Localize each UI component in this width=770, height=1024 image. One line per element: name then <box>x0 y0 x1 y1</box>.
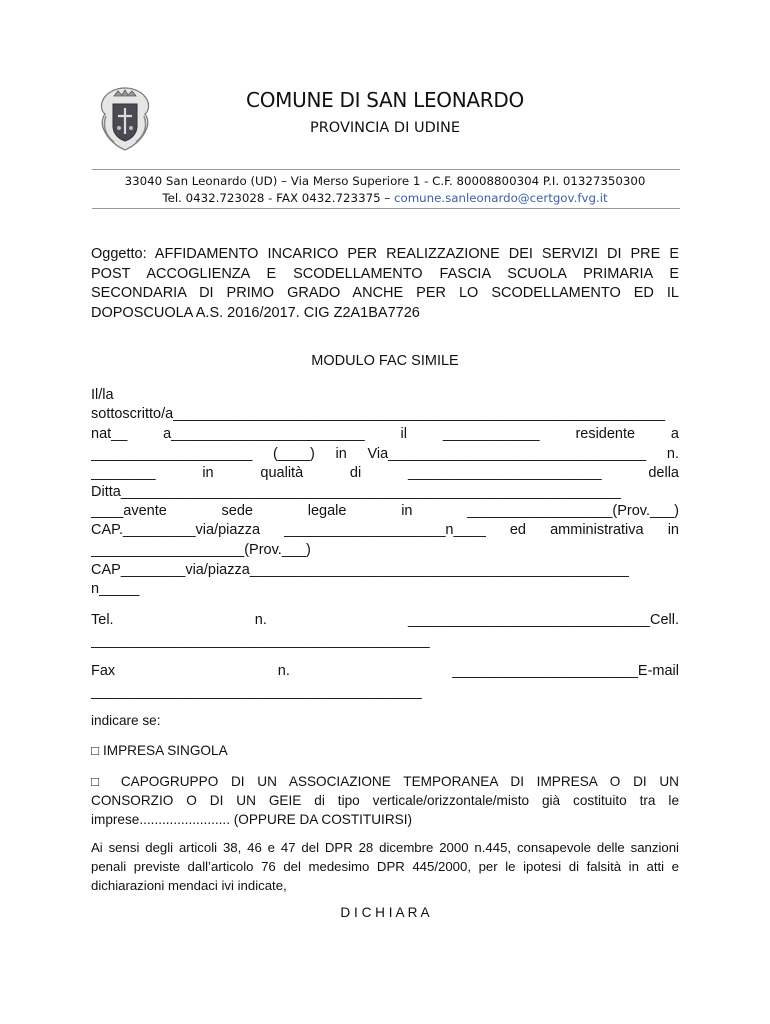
form-line[interactable]: Ditta______________________________________________________________ <box>91 484 621 500</box>
address-line: 33040 San Leonardo (UD) – Via Merso Superiore 1 - C.F. 80008800304 P.I. 01327350300 <box>124 174 646 188</box>
legal-text <box>91 838 679 895</box>
subject-line: SECONDARIA DI PRIMO GRADO ANCHE PER LO SCODELLAMENTO ED IL <box>91 285 679 301</box>
form-line[interactable]: ________ in qualità di ________________________ della <box>91 465 679 481</box>
subject-block <box>91 245 679 323</box>
form-line[interactable]: n_____ <box>91 581 140 597</box>
form-line[interactable]: ___________________(Prov.___) <box>91 542 311 558</box>
form-line[interactable]: sottoscritto/a_____________________________________________________________ <box>91 406 666 422</box>
fax-email-line[interactable]: Fax n. _______________________E-mail <box>91 663 679 679</box>
form-line: Il/la <box>91 387 114 403</box>
tel-cell-line[interactable]: Tel. n. ______________________________Cell. <box>91 612 679 628</box>
tel-cell-line[interactable]: __________________________________________ <box>91 633 430 649</box>
form-line[interactable]: CAP________via/piazza_______________________________________________ <box>91 562 629 578</box>
form-line[interactable]: CAP._________via/piazza ____________________n____ ed amministrativa in <box>91 522 679 538</box>
page-subtitle: PROVINCIA DI UDINE <box>309 120 461 136</box>
form-line[interactable]: ____________________ (____) in Via________________________________ n. <box>91 446 679 462</box>
indicare-label: indicare se: <box>91 713 161 728</box>
option-single-checkbox[interactable]: □ IMPRESA SINGOLA <box>91 743 228 758</box>
form-title: MODULO FAC SIMILE <box>311 353 459 369</box>
option-group-line: imprese........................ (OPPURE DA COSTITUIRSI) <box>91 812 413 827</box>
form-line[interactable]: nat__ a________________________ il ____________ residente a <box>91 426 679 442</box>
option-group-checkbox[interactable] <box>91 772 679 829</box>
legal-line: dichiarazioni mendaci ivi indicate, <box>91 878 287 893</box>
fax-email-line[interactable]: _________________________________________ <box>91 684 422 700</box>
header-bottom-divider <box>92 208 680 209</box>
option-group-line: □ CAPOGRUPPO DI UN ASSOCIAZIONE TEMPORANEA DI IMPRESA O DI UN <box>91 774 679 789</box>
dichiara-heading: D I C H I A R A <box>340 905 430 920</box>
contacts-line <box>0 191 770 205</box>
legal-line: Ai sensi degli articoli 38, 46 e 47 del DPR 28 dicembre 2000 n.445, consapevole delle sanzioni <box>91 840 679 855</box>
page-title: COMUNE DI SAN LEONARDO <box>246 88 524 112</box>
subject-line: DOPOSCUOLA A.S. 2016/2017. CIG Z2A1BA7726 <box>91 304 420 321</box>
option-group-line: CONSORZIO O DI UN GEIE di tipo verticale/orizzontale/misto già costituito tra le <box>91 793 679 808</box>
header-top-divider <box>92 169 680 170</box>
legal-line: penali previste dall’articolo 76 del medesimo DPR 445/2000, per le ipotesi di falsità in atti e <box>91 859 679 874</box>
subject-line: POST ACCOGLIENZA E SCODELLAMENTO FASCIA SCUOLA PRIMARIA E <box>91 265 679 282</box>
subject-line: Oggetto: AFFIDAMENTO INCARICO PER REALIZZAZIONE DEI SERVIZI DI PRE E <box>91 246 679 262</box>
phone-fax-text: Tel. 0432.723028 - FAX 0432.723375 – <box>162 191 394 205</box>
form-line[interactable]: ____avente sede legale in __________________(Prov.___) <box>91 503 679 519</box>
pec-email-link[interactable]: comune.sanleonardo@certgov.fvg.it <box>393 191 608 205</box>
